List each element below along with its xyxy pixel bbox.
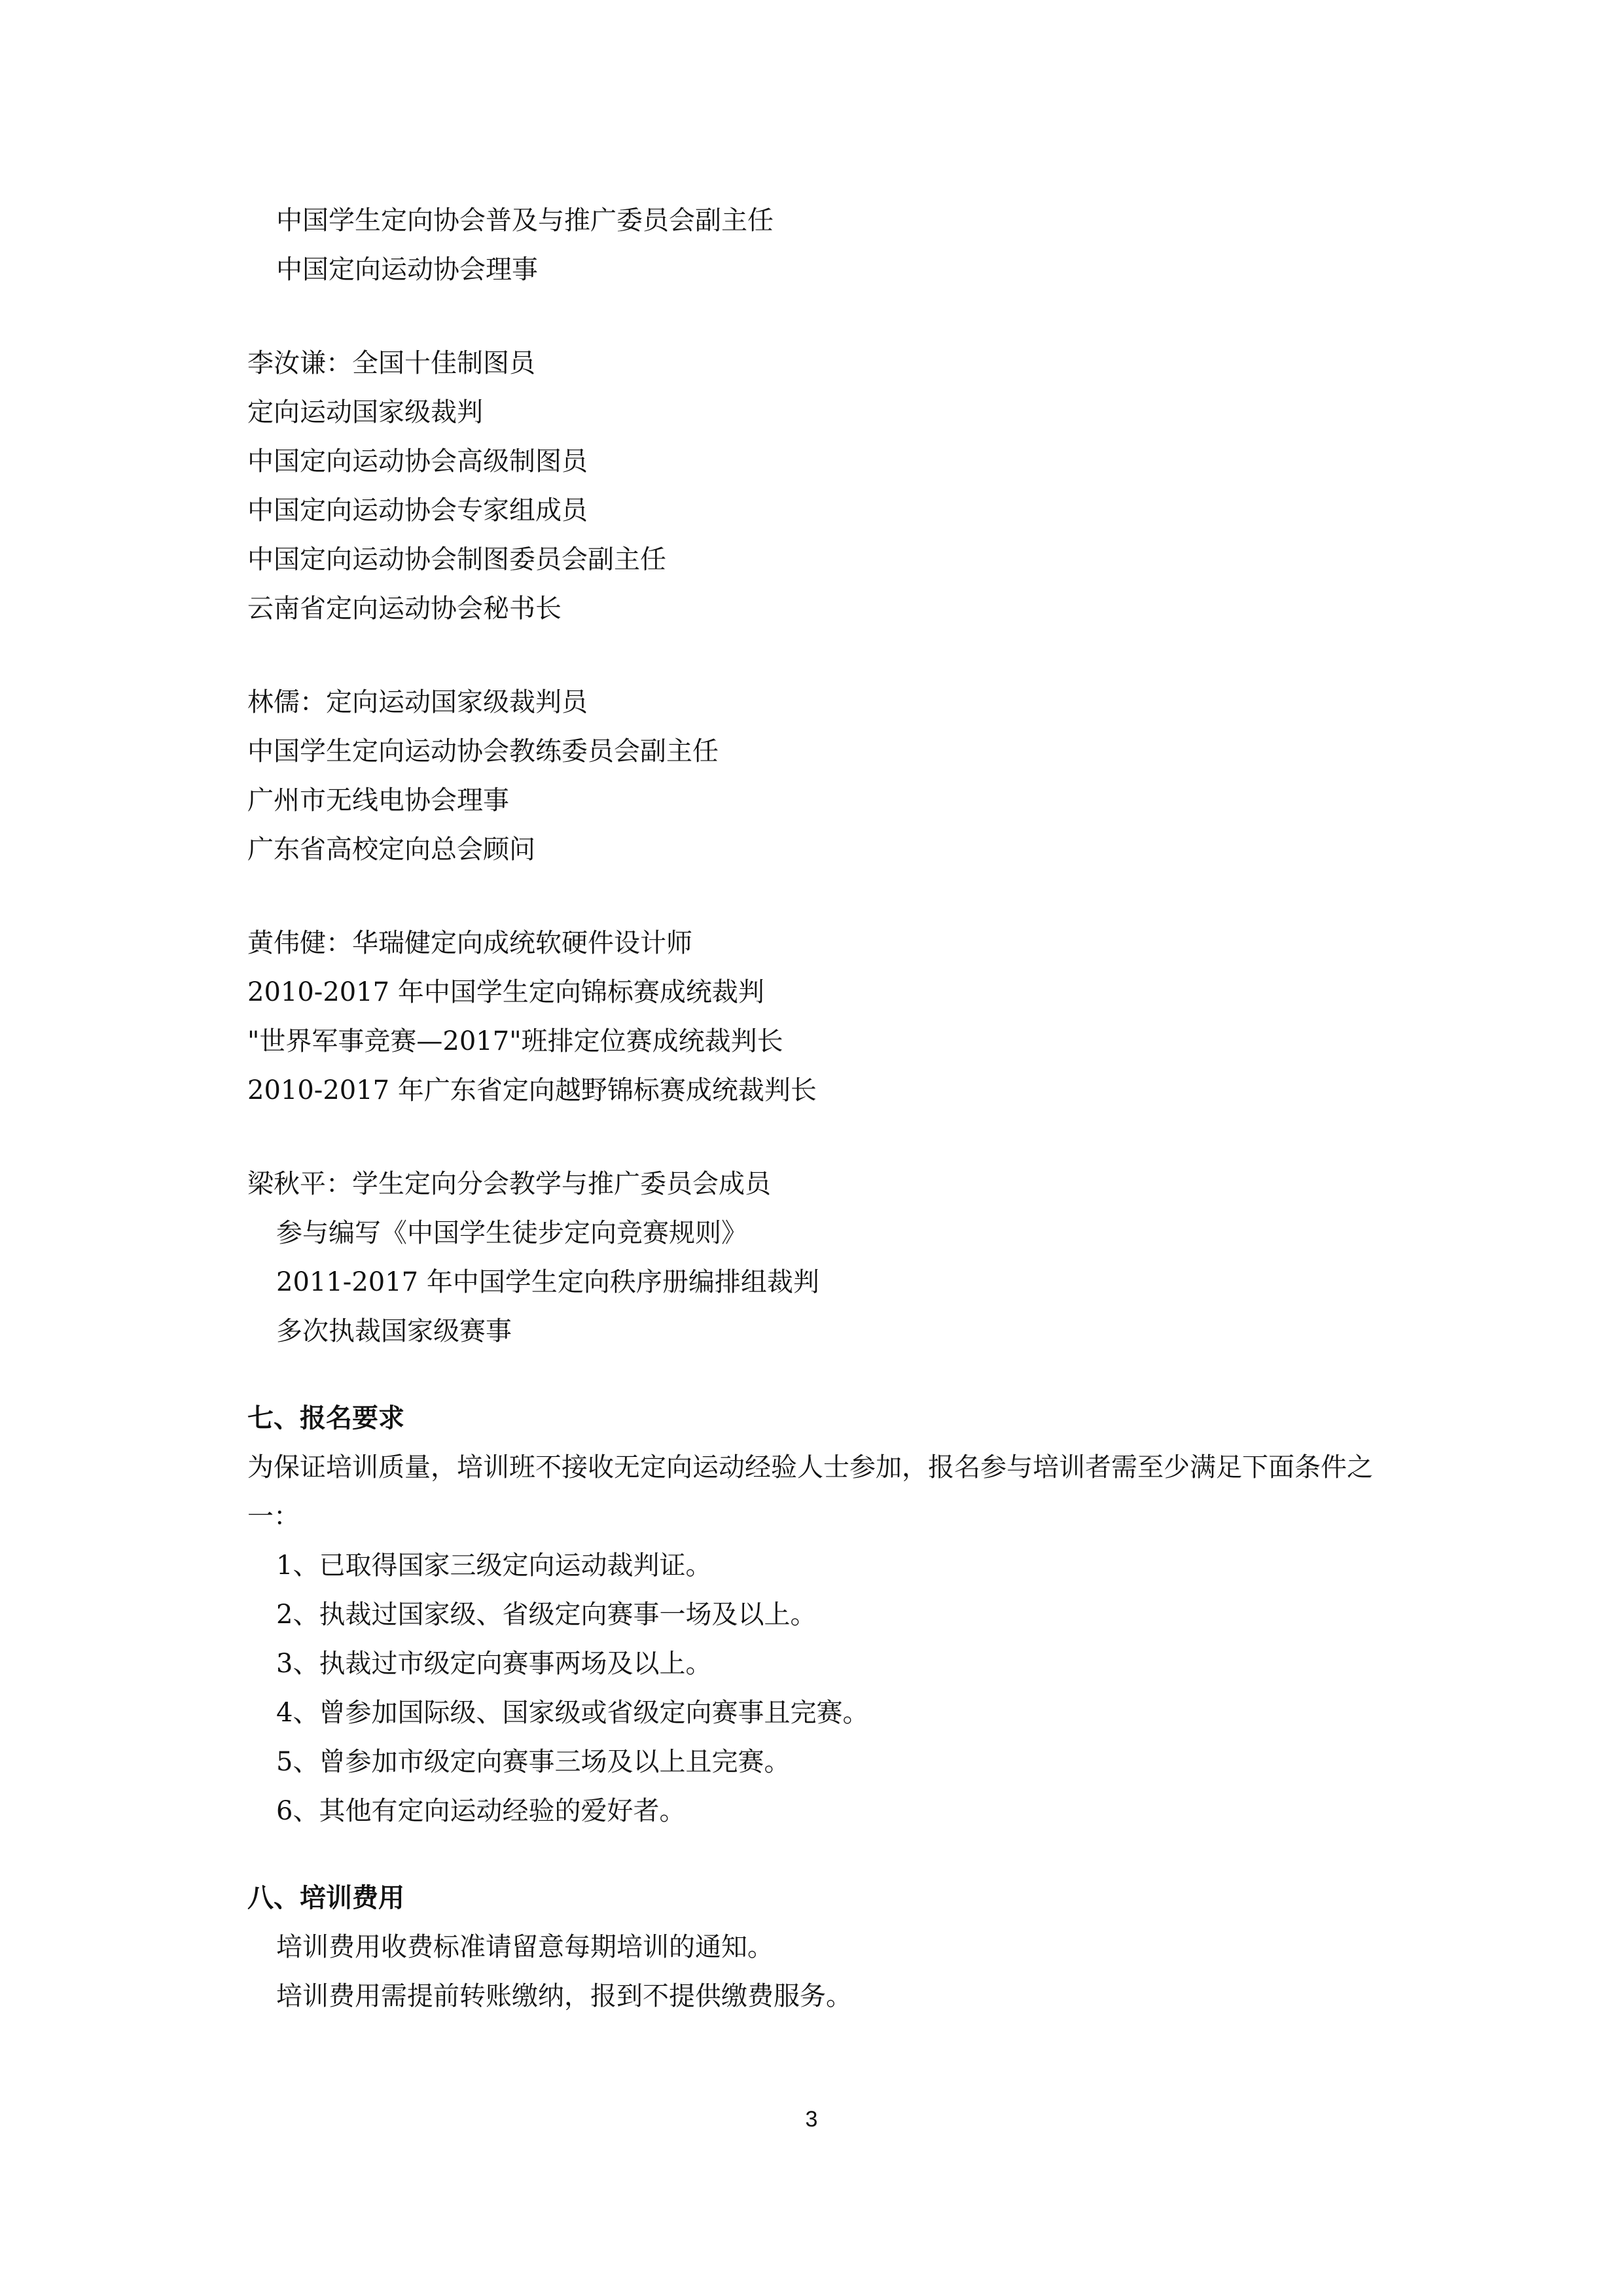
referee-profile-liang: [247, 1160, 1399, 1356]
spacer: [247, 295, 1399, 339]
list-item: 6、其他有定向运动经验的爱好者。: [276, 1796, 686, 1826]
referee-profile-li: [247, 339, 1399, 634]
profile-line: 2010-2017 年广东省定向越野锦标赛成统裁判长: [247, 1075, 817, 1105]
registration-section: [247, 1394, 1399, 1836]
profile-line: 2010-2017 年中国学生定向锦标赛成统裁判: [247, 977, 764, 1007]
profile-line: 广东省高校定向总会顾问: [247, 834, 535, 865]
profile-line: 参与编写《中国学生徒步定向竞赛规则》: [276, 1218, 747, 1248]
section-paragraph: 为保证培训质量，培训班不接收无定向运动经验人士参加，报名参与培训者需至少满足下面条件之一：: [247, 1452, 1373, 1532]
profile-line: 李汝谦：全国十佳制图员: [247, 348, 535, 378]
list-item: 3、执裁过市级定向赛事两场及以上。: [276, 1649, 712, 1679]
profile-line: 多次执裁国家级赛事: [276, 1316, 512, 1346]
fees-section: [247, 1874, 1399, 2021]
profile-line: 中国定向运动协会高级制图员: [247, 446, 588, 476]
profile-line: 梁秋平：学生定向分会教学与推广委员会成员: [247, 1169, 771, 1199]
section-heading: 八、培训费用: [247, 1883, 404, 1913]
referee-profile-lin: [247, 678, 1399, 874]
profile-line: 中国定向运动协会制图委员会副主任: [247, 545, 666, 575]
list-item: 4、曾参加国际级、国家级或省级定向赛事且完赛。: [276, 1698, 869, 1728]
spacer: [247, 1836, 1399, 1874]
document-body: [247, 196, 1399, 2021]
profile-line: 2011-2017 年中国学生定向秩序册编排组裁判: [276, 1267, 819, 1297]
spacer: [247, 1115, 1399, 1160]
profile-line: 云南省定向运动协会秘书长: [247, 594, 562, 624]
profile-line: "世界军事竞赛—2017"班排定位赛成统裁判长: [247, 1026, 783, 1056]
profile-line: 中国学生定向运动协会教练委员会副主任: [247, 736, 719, 766]
list-item: 5、曾参加市级定向赛事三场及以上且完赛。: [276, 1747, 791, 1777]
intro-line: 中国定向运动协会理事: [276, 255, 538, 285]
profile-line: 黄伟健：华瑞健定向成统软硬件设计师: [247, 928, 692, 958]
profile-line: 中国定向运动协会专家组成员: [247, 495, 588, 526]
profile-line: 林儒：定向运动国家级裁判员: [247, 687, 588, 717]
list-item: 培训费用收费标准请留意每期培训的通知。: [276, 1932, 774, 1962]
profile-line: 广州市无线电协会理事: [247, 785, 509, 816]
spacer: [247, 634, 1399, 678]
spacer: [247, 874, 1399, 919]
intro-line: 中国学生定向协会普及与推广委员会副主任: [276, 206, 774, 236]
list-item: 2、执裁过国家级、省级定向赛事一场及以上。: [276, 1600, 817, 1630]
referee-profile-huang: [247, 919, 1399, 1115]
list-item: 培训费用需提前转账缴纳，报到不提供缴费服务。: [276, 1981, 852, 2011]
spacer: [247, 1356, 1399, 1394]
profile-line: 定向运动国家级裁判: [247, 397, 483, 427]
list-item: 1、已取得国家三级定向运动裁判证。: [276, 1551, 712, 1581]
section-heading: 七、报名要求: [247, 1403, 404, 1433]
page-number: 3: [805, 2107, 818, 2132]
